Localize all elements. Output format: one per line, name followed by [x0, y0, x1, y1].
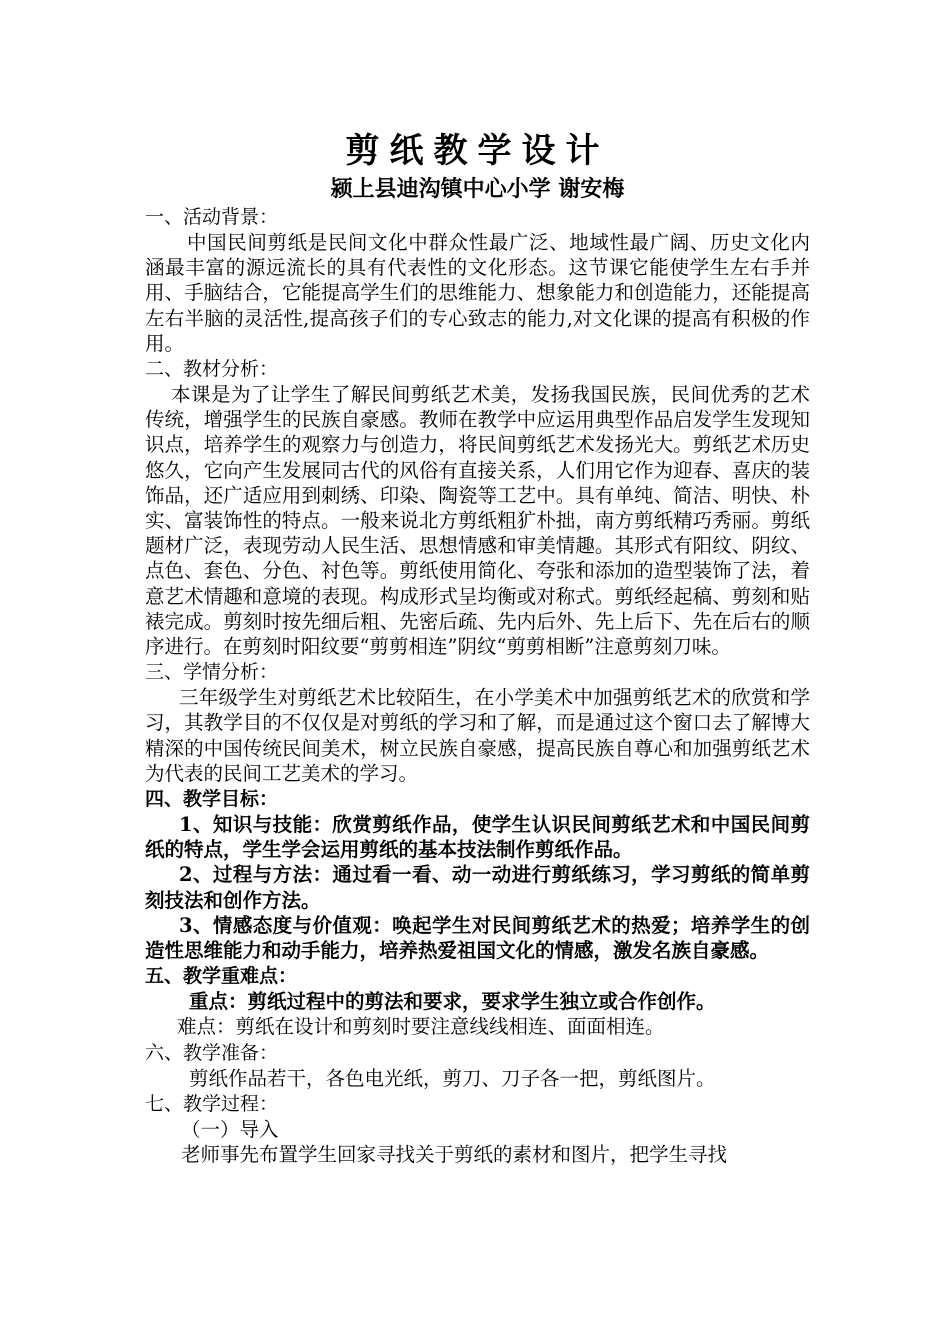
- section-heading-background: 一、活动背景：: [145, 206, 279, 228]
- paragraph-difficult-point: 难点：剪纸在设计和剪刻时要注意线线相连、面面相连。: [177, 1015, 665, 1039]
- paragraph-background: 中国民间剪纸是民间文化中群众性最广泛、地域性最广阔、历史文化内涵最丰富的源远流长的具有代表性的文化形态。这节课它能使学生左右手并用、手脑结合，它能提高学生们的思维能力、想象能力和创造能力，还能提高左右半脑的灵活性,提高孩子们的专心致志的能力,对文化课的提高有积极的作用。: [145, 231, 810, 355]
- section-heading-preparation: 六、教学准备：: [145, 1041, 279, 1064]
- subheading-introduction: （一）导入: [181, 1117, 279, 1141]
- section-heading-material-analysis: 二、教材分析：: [145, 358, 279, 381]
- section-heading-key-points: 五、教学重难点：: [145, 965, 298, 988]
- paragraph-goal-knowledge: 1、知识与技能：欣赏剪纸作品，使学生认识民间剪纸艺术和中国民间剪纸的特点，学生学会运用剪纸的基本技法制作剪纸作品。: [145, 813, 810, 862]
- document-page: [145, 128, 810, 1167]
- paragraph-goal-process: 2、过程与方法：通过看一看、动一动进行剪纸练习，学习剪纸的简单剪刻技法和创作方法。: [145, 863, 810, 912]
- document-title: 剪纸教学设计: [345, 131, 610, 171]
- section-heading-learner-analysis: 三、学情分析：: [145, 661, 279, 684]
- paragraph-material-analysis: 本课是为了让学生了解民间剪纸艺术美，发扬我国民族，民间优秀的艺术传统，增强学生的民族自豪感。教师在教学中应运用典型作品启发学生发现知识点，培养学生的观察力与创造力，将民间剪纸艺术发扬光大。剪纸艺术历史悠久，它向产生发展同古代的风俗有直接关系，人们用它作为迎春、喜庆的装饰品，还广适应用到刺绣、印染、陶瓷等工艺中。具有单纯、简洁、明快、朴实、富装饰性的特点。一般来说北方剪纸粗犷朴拙，南方剪纸精巧秀丽。剪纸题材广泛，表现劳动人民生活、思想情感和审美情趣。其形式有阳纹、阴纹、点色、套色、分色、衬色等。剪纸使用简化、夸张和添加的造型装饰了法，着意艺术情趣和意境的表现。构成形式呈均衡或对称式。剪纸经起稿、剪刻和贴裱完成。剪刻时按先细后粗、先密后疏、先内后外、先上后下、先在后右的顺序进行。在剪刻时阳纹要“剪剪相连”阴纹“剪剪相断”注意剪刻刀味。: [145, 383, 810, 659]
- paragraph-key-point: 重点：剪纸过程中的剪法和要求，要求学生独立或合作创作。: [189, 990, 716, 1014]
- paragraph-introduction: 老师事先布置学生回家寻找关于剪纸的素材和图片，把学生寻找: [181, 1143, 728, 1167]
- section-heading-teaching-goals: 四、教学目标：: [145, 788, 279, 811]
- document-subtitle: 颍上县迪沟镇中心小学 谢安梅: [330, 176, 625, 202]
- paragraph-preparation: 剪纸作品若干，各色电光纸，剪刀、刀子各一把，剪纸图片。: [189, 1066, 716, 1090]
- paragraph-goal-attitude: 3、情感态度与价值观：唤起学生对民间剪纸艺术的热爱；培养学生的创造性思维能力和动手能力，培养热爱祖国文化的情感，激发名族自豪感。: [145, 913, 810, 963]
- paragraph-learner-analysis: 三年级学生对剪纸艺术比较陌生，在小学美术中加强剪纸艺术的欣赏和学习，其教学目的不仅仅是对剪纸的学习和了解，而是通过这个窗口去了解博大精深的中国传统民间美术，树立民族自豪感，提高民族自尊心和加强剪纸艺术为代表的民间工艺美术的学习。: [145, 686, 810, 785]
- section-heading-teaching-process: 七、教学过程：: [145, 1092, 279, 1115]
